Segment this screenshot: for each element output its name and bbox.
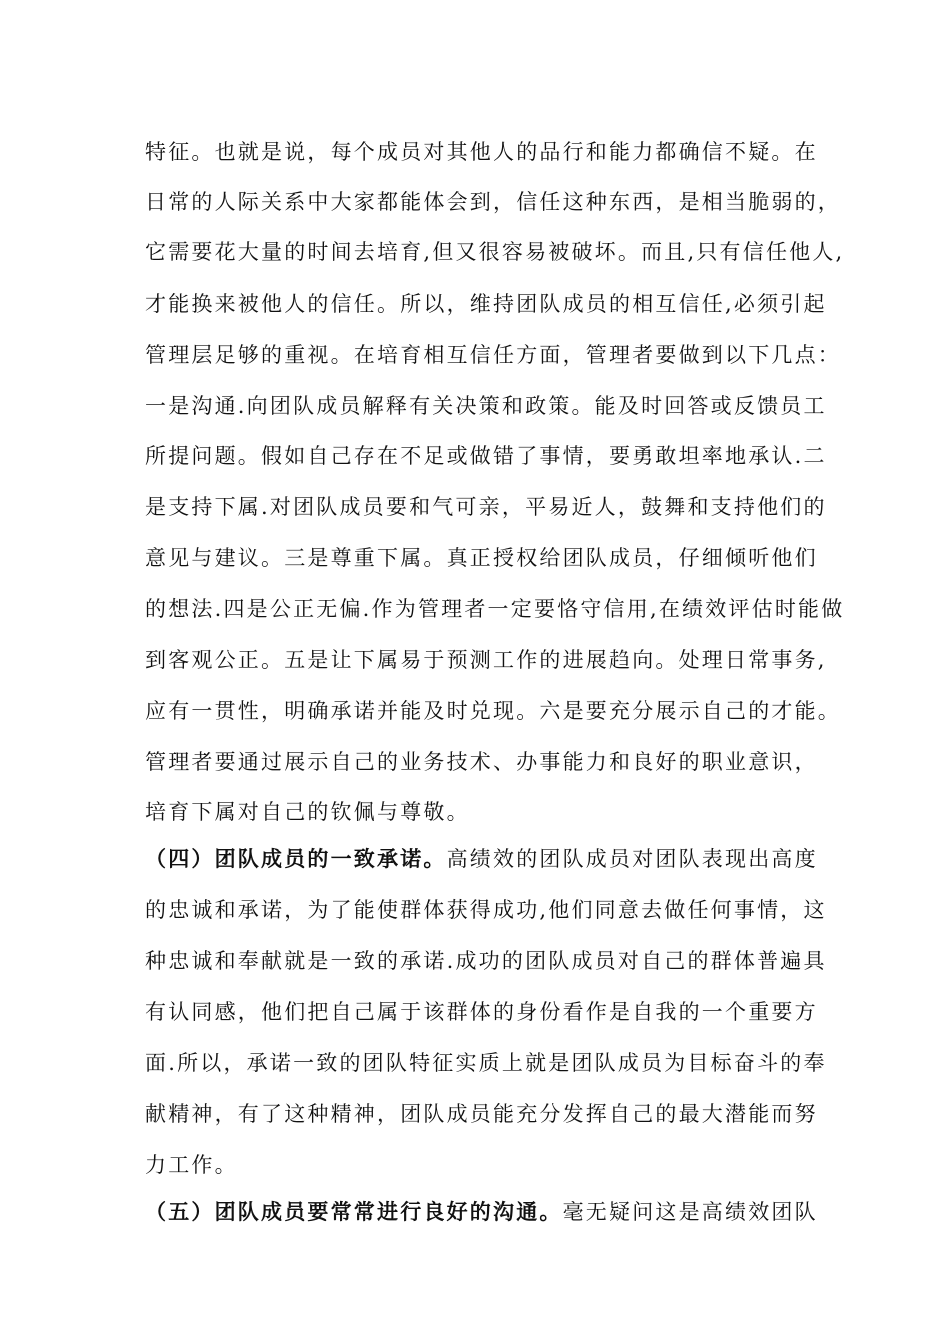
paragraph-line: 面.所以，承诺一致的团队特征实质上就是团队成员为目标奋斗的奉 — [145, 1051, 827, 1075]
paragraph-line: 的想法.四是公正无偏.作为管理者一定要恪守信用,在绩效评估时能做 — [145, 597, 845, 621]
paragraph-line: 所提问题。假如自己存在不足或做错了事情，要勇敢坦率地承认.二 — [145, 444, 827, 468]
paragraph-line: 种忠诚和奉献就是一致的承诺.成功的团队成员对自己的群体普遍具 — [145, 949, 827, 973]
paragraph-line: 日常的人际关系中大家都能体会到，信任这种东西，是相当脆弱的， — [145, 190, 841, 214]
paragraph-line: 特征。也就是说，每个成员对其他人的品行和能力都确信不疑。在 — [145, 140, 818, 164]
section-4-intro-text: 高绩效的团队成员对团队表现出高度 — [446, 847, 818, 871]
paragraph-line: 献精神，有了这种精神，团队成员能充分发挥自己的最大潜能而努 — [145, 1102, 818, 1126]
section-4-heading: （四）团队成员的一致承诺。 — [145, 847, 447, 871]
paragraph-line: 一是沟通.向团队成员解释有关决策和政策。能及时回答或反馈员工 — [145, 394, 827, 418]
paragraph-line: 到客观公正。五是让下属易于预测工作的进展趋向。处理日常事务, — [145, 648, 827, 672]
section-4-first-line — [145, 844, 818, 874]
paragraph-line: 管理者要通过展示自己的业务技术、办事能力和良好的职业意识， — [145, 750, 818, 774]
paragraph-line: 意见与建议。三是尊重下属。真正授权给团队成员，仔细倾听他们 — [145, 546, 818, 570]
section-5-intro-text: 毫无疑问这是高绩效团队 — [562, 1200, 818, 1224]
paragraph-line: 才能换来被他人的信任。所以，维持团队成员的相互信任,必须引起 — [145, 292, 827, 316]
paragraph-line: 它需要花大量的时间去培育,但又很容易被破坏。而且,只有信任他人, — [145, 240, 845, 264]
paragraph-line: 力工作。 — [145, 1153, 238, 1177]
paragraph-line: 培育下属对自己的钦佩与尊敬。 — [145, 800, 470, 824]
paragraph-line: 应有一贯性，明确承诺并能及时兑现。六是要充分展示自己的才能。 — [145, 699, 841, 723]
section-5-heading: （五）团队成员要常常进行良好的沟通。 — [145, 1200, 563, 1224]
paragraph-line: 管理层足够的重视。在培育相互信任方面，管理者要做到以下几点： — [145, 343, 841, 367]
paragraph-line: 有认同感，他们把自己属于该群体的身份看作是自我的一个重要方 — [145, 1000, 818, 1024]
paragraph-line: 是支持下属.对团队成员要和气可亲，平易近人，鼓舞和支持他们的 — [145, 495, 827, 519]
paragraph-line: 的忠诚和承诺，为了能使群体获得成功,他们同意去做任何事情，这 — [145, 898, 827, 922]
section-5-first-line — [145, 1197, 818, 1227]
